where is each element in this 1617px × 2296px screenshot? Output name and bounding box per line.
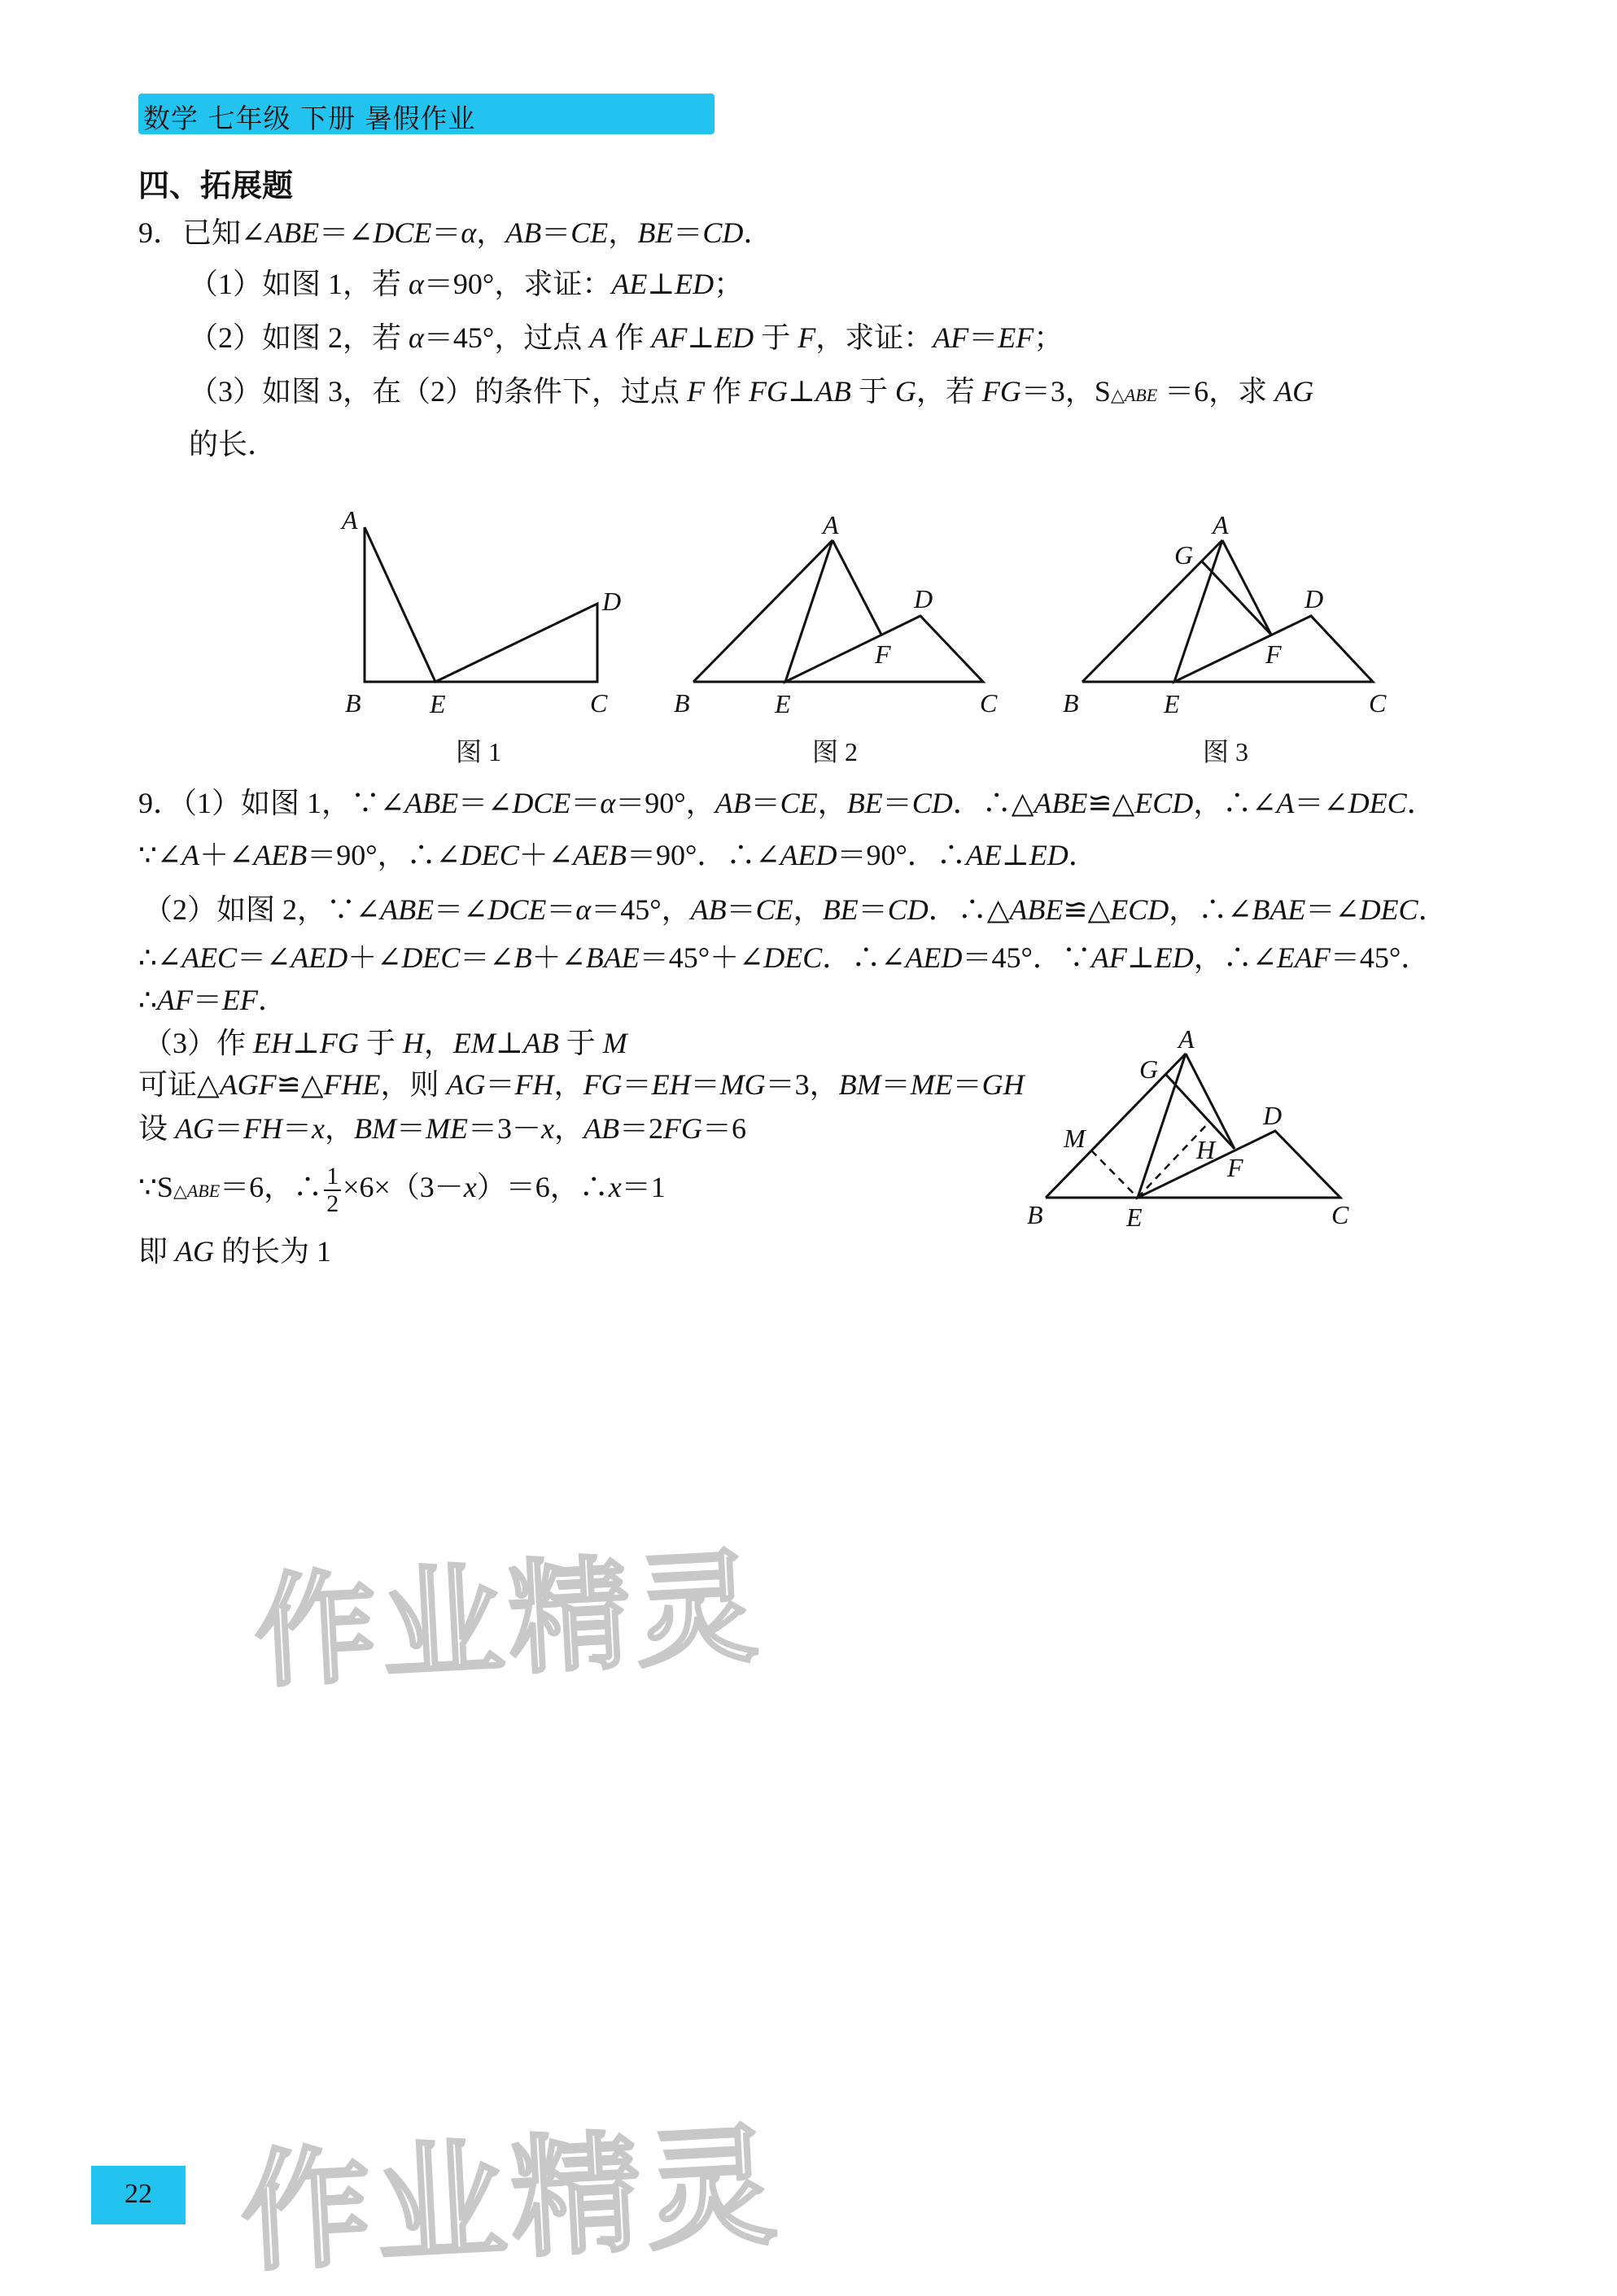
text-run: ＝3，S: [1020, 375, 1111, 408]
text-run: CE: [570, 216, 609, 249]
text-run: α: [575, 893, 592, 926]
text-run: CE: [755, 893, 793, 926]
text-run: ＝∠: [237, 941, 291, 974]
text-run: ≌△: [1063, 893, 1111, 926]
text-run: H: [402, 1027, 424, 1059]
text-run: ＝: [622, 1068, 652, 1101]
text-run: AF: [1090, 941, 1127, 974]
fig3-label-A: A: [1213, 510, 1229, 539]
text-run: ，: [423, 1027, 453, 1059]
text-run: AB: [583, 1112, 620, 1145]
sol-label-D: D: [1263, 1101, 1283, 1130]
text-run: EH: [253, 1027, 293, 1059]
text-run: DEC: [1348, 787, 1407, 819]
text-run: ∴∠: [138, 941, 182, 974]
text-run: FG: [749, 375, 789, 408]
text-run: DEC: [763, 941, 823, 974]
text-run: ECD: [1134, 787, 1194, 819]
text-run: （2）如图 2，若: [189, 321, 409, 354]
fig3-label-E: E: [1164, 689, 1180, 718]
text-run: ＝2: [619, 1112, 664, 1145]
fig2-label-E: E: [775, 689, 791, 718]
text-run: ，: [608, 216, 638, 249]
text-run: x: [541, 1112, 555, 1145]
problem-stem: [138, 216, 772, 251]
text-run: AGF: [219, 1068, 277, 1101]
text-run: ＝: [690, 1068, 720, 1101]
solution-line-5: [138, 983, 287, 1018]
text-run: ＋∠: [347, 941, 402, 974]
text-run: AEB: [572, 839, 627, 871]
text-run: EF: [221, 984, 258, 1016]
text-run: ．: [257, 984, 287, 1016]
text-run: 即: [138, 1235, 176, 1268]
text-run: ，求证：: [815, 321, 933, 354]
text-run: FHE: [323, 1068, 381, 1101]
text-run: ＝: [858, 893, 888, 926]
text-run: ；: [1034, 321, 1064, 354]
text-run: ，: [554, 1112, 584, 1145]
text-run: 设: [138, 1112, 176, 1145]
text-run: AG: [175, 1112, 215, 1145]
text-run: 已知∠: [182, 216, 266, 249]
text-run: ABE: [404, 787, 459, 819]
text-run: ≌△: [1087, 787, 1135, 819]
text-run: ＋∠: [518, 839, 573, 871]
text-run: ⊥: [1126, 941, 1155, 974]
text-run: AG: [1274, 375, 1314, 408]
text-run: ＝: [192, 984, 222, 1016]
text-run: ED: [675, 268, 715, 300]
text-run: A: [181, 839, 200, 871]
text-run: ECD: [1110, 893, 1169, 926]
solution-line-7: [138, 1067, 1025, 1102]
text-run: EAF: [1276, 941, 1331, 974]
text-run: ，: [817, 787, 847, 819]
text-run: ＋∠: [531, 941, 586, 974]
text-run: （3）如图 3，在（2）的条件下，过点: [189, 375, 688, 408]
question-2: [189, 321, 1063, 356]
text-run: FH: [514, 1068, 554, 1101]
text-run: AB: [690, 893, 727, 926]
solution-line-9-b: [343, 1171, 666, 1203]
fraction-denominator: 2: [326, 1189, 339, 1217]
text-run: ED: [715, 321, 754, 354]
text-run: BAE: [585, 941, 640, 974]
page-number: 22: [125, 2179, 152, 2209]
text-run: ＝6: [702, 1112, 747, 1145]
text-run: CD: [911, 787, 953, 819]
text-run: ⊥: [647, 268, 675, 300]
text-run: ED: [1029, 839, 1069, 871]
text-run: DEC: [1359, 893, 1418, 926]
solution-line-2: [138, 838, 1098, 873]
fig3-label-B: B: [1063, 688, 1079, 718]
sol-label-C: C: [1331, 1200, 1349, 1229]
text-run: FG: [583, 1068, 623, 1101]
text-run: BE: [822, 893, 859, 926]
text-run: ＝90°，∴∠: [307, 839, 461, 871]
text-run: CD: [887, 893, 929, 926]
text-run: 作: [607, 321, 652, 354]
text-run: ＝: [214, 1112, 244, 1145]
text-run: ＝90°，求证：: [423, 268, 612, 300]
text-run: x: [312, 1112, 326, 1145]
solution-line-10: [138, 1234, 331, 1269]
text-run: ⊥: [788, 375, 815, 408]
text-run: ．∴△: [952, 787, 1034, 819]
text-run: DEC: [460, 839, 519, 871]
question-3-continued: [189, 427, 277, 462]
text-run: ，: [476, 216, 506, 249]
watermark-middle: 作业精灵: [251, 1536, 766, 1705]
text-run: （3）作: [143, 1027, 254, 1059]
question-1: [189, 267, 743, 302]
text-run: A: [589, 321, 608, 354]
text-run: 于: [558, 1027, 603, 1059]
text-run: ）＝6，∴: [476, 1170, 609, 1203]
text-run: AG: [175, 1235, 215, 1268]
text-run: F: [687, 375, 706, 408]
text-run: ＝: [546, 893, 576, 926]
text-run: α: [600, 787, 616, 819]
text-run: ⊥: [1001, 839, 1029, 871]
fig3-label-F: F: [1265, 639, 1282, 669]
text-run: ＝6，∴: [220, 1170, 323, 1203]
text-run: ．: [743, 216, 773, 249]
text-run: （2）如图 2，∵∠: [143, 893, 381, 926]
figure-1-caption: 图 1: [456, 737, 502, 766]
text-run: ME: [910, 1068, 953, 1101]
sol-label-G: G: [1139, 1054, 1159, 1084]
problem-stem-text: [182, 216, 772, 249]
solution-line-6: [143, 1026, 627, 1061]
text-run: x: [608, 1170, 622, 1203]
text-run: △ABE: [173, 1180, 221, 1201]
text-run: B: [514, 941, 532, 974]
text-run: ⊥: [292, 1027, 320, 1059]
text-run: ×6×（3－: [343, 1170, 464, 1203]
text-run: ABE: [1034, 787, 1088, 819]
text-run: BE: [637, 216, 674, 249]
text-run: ＝3－: [468, 1112, 542, 1145]
text-run: ，则: [380, 1068, 447, 1101]
text-run: EM: [452, 1027, 496, 1059]
solution-line-8: [138, 1111, 746, 1146]
sol-label-F: F: [1227, 1153, 1243, 1182]
text-run: ＝∠: [458, 787, 513, 819]
text-run: ＝: [882, 787, 912, 819]
sol-label-A: A: [1178, 1024, 1195, 1054]
text-run: 于: [850, 375, 895, 408]
text-run: ＝: [881, 1068, 911, 1101]
text-run: ≌△: [276, 1068, 324, 1101]
fig1-label-E: E: [430, 689, 446, 718]
solution-line-9: [138, 1163, 666, 1216]
text-run: ∵S: [138, 1170, 173, 1203]
text-run: 于: [754, 321, 798, 354]
text-run: BM: [838, 1068, 881, 1101]
text-run: ＝: [282, 1112, 312, 1145]
text-run: GH: [981, 1068, 1025, 1101]
text-run: ，∴∠: [1169, 893, 1252, 926]
text-run: ＝90°．∴: [837, 839, 966, 871]
text-run: α: [409, 321, 424, 354]
text-run: ＝: [673, 216, 703, 249]
text-run: FG: [663, 1112, 703, 1145]
text-run: ＝45°．: [1330, 941, 1431, 974]
text-run: AG: [446, 1068, 486, 1101]
text-run: ．: [1406, 787, 1436, 819]
figure-1: [365, 527, 597, 682]
text-run: ＝: [541, 216, 571, 249]
text-run: DCE: [487, 893, 547, 926]
text-run: MG: [719, 1068, 766, 1101]
text-run: △ABE: [1110, 385, 1158, 405]
text-run: ＝: [952, 1068, 982, 1101]
sol-label-E: E: [1126, 1203, 1143, 1232]
text-run: ，∴∠: [1193, 787, 1277, 819]
text-run: BE: [846, 787, 883, 819]
text-run: M: [602, 1027, 627, 1059]
text-run: DCE: [512, 787, 571, 819]
text-run: ＝: [750, 787, 780, 819]
text-run: AEC: [181, 941, 238, 974]
header-title: 数学 七年级 下册 暑假作业: [143, 103, 476, 134]
page-number-box: [91, 2166, 186, 2224]
text-run: AB: [505, 216, 542, 249]
text-run: ，若: [916, 375, 982, 408]
text-run: ＝6，求: [1157, 375, 1275, 408]
text-run: ABE: [1009, 893, 1064, 926]
text-run: ＝∠: [319, 216, 374, 249]
text-run: ，∴∠: [1193, 941, 1277, 974]
text-run: ．∴△: [928, 893, 1010, 926]
text-run: ＝: [968, 321, 999, 354]
fig2-label-A: A: [823, 510, 839, 539]
text-run: ＝90°，: [615, 787, 715, 819]
fig1-label-A: A: [342, 505, 358, 535]
text-run: EF: [998, 321, 1034, 354]
text-run: ＝: [431, 216, 461, 249]
text-run: ，: [325, 1112, 355, 1145]
fraction-one-half: [324, 1163, 341, 1216]
header-bar: [138, 94, 715, 134]
text-run: ∴: [138, 984, 157, 1016]
text-run: 9．（1）如图 1，∵∠: [138, 787, 405, 819]
figures-row: [0, 488, 1617, 781]
text-run: AB: [522, 1027, 559, 1059]
sol-label-H: H: [1196, 1135, 1216, 1164]
text-run: ＝∠: [434, 893, 488, 926]
watermark-bottom: 作业精灵: [237, 2109, 785, 2290]
text-run: （1）如图 1，若: [189, 268, 409, 300]
text-run: ．: [1068, 839, 1098, 871]
text-run: AF: [933, 321, 969, 354]
text-run: ⊥: [687, 321, 715, 354]
problem-number: 9．: [138, 216, 183, 249]
text-run: CE: [780, 787, 818, 819]
text-run: ME: [426, 1112, 469, 1145]
text-run: ＝∠: [460, 941, 514, 974]
text-run: FH: [243, 1112, 283, 1145]
text-run: AE: [965, 839, 1002, 871]
text-run: DCE: [373, 216, 432, 249]
solution-line-3: [143, 893, 1448, 928]
text-run: AB: [815, 375, 851, 408]
sol-label-M: M: [1064, 1124, 1086, 1153]
text-run: ∵∠: [138, 839, 182, 871]
text-run: 的长．: [189, 428, 278, 461]
text-run: ＝45°＋∠: [639, 941, 764, 974]
solution-line-9-a: [138, 1171, 322, 1203]
solution-figure: [1017, 1017, 1375, 1237]
text-run: EH: [651, 1068, 691, 1101]
text-run: ABE: [380, 893, 435, 926]
text-run: F: [798, 321, 816, 354]
text-run: AE: [611, 268, 648, 300]
text-run: x: [463, 1170, 477, 1203]
text-run: ．: [1418, 893, 1448, 926]
question-3: [189, 374, 1313, 409]
section-title: 四、拓展题: [138, 168, 294, 203]
solution-line-1: [138, 786, 1436, 821]
text-run: 作: [705, 375, 750, 408]
text-run: DEC: [401, 941, 461, 974]
text-run: ＝1: [621, 1170, 666, 1203]
text-run: FG: [981, 375, 1021, 408]
text-run: ED: [1154, 941, 1194, 974]
text-run: ⊥: [495, 1027, 523, 1059]
text-run: ＝3，: [765, 1068, 839, 1101]
figure-3: [1082, 540, 1373, 682]
text-run: ＝∠: [1305, 893, 1360, 926]
text-run: ，: [793, 893, 823, 926]
text-run: AED: [905, 941, 963, 974]
text-run: 于: [358, 1027, 403, 1059]
text-run: 的长为 1: [214, 1235, 332, 1268]
text-run: AED: [291, 941, 348, 974]
text-run: ABE: [265, 216, 320, 249]
figure-2-caption: 图 2: [812, 737, 859, 766]
text-run: ，: [553, 1068, 583, 1101]
text-run: ＝45°．∵: [962, 941, 1091, 974]
figure-3-caption: 图 3: [1203, 737, 1249, 766]
fig2-label-D: D: [914, 584, 933, 613]
text-run: ＝: [396, 1112, 426, 1145]
text-run: ＋∠: [199, 839, 254, 871]
text-run: ＝∠: [1294, 787, 1348, 819]
fig1-label-C: C: [590, 688, 608, 718]
fraction-numerator: 1: [324, 1163, 341, 1191]
fig3-label-G: G: [1174, 540, 1194, 570]
text-run: ＝: [570, 787, 601, 819]
text-run: BAE: [1252, 893, 1306, 926]
solution-line-4: [138, 941, 1430, 976]
text-run: G: [894, 375, 916, 408]
text-run: CD: [702, 216, 744, 249]
text-run: BM: [354, 1112, 397, 1145]
text-run: AED: [780, 839, 837, 871]
text-run: 可证△: [138, 1068, 220, 1101]
text-run: ；: [714, 268, 744, 300]
fig3-label-D: D: [1305, 584, 1324, 613]
text-run: AEB: [253, 839, 308, 871]
figure-2: [693, 540, 983, 682]
text-run: ．∴∠: [822, 941, 906, 974]
fig2-label-C: C: [980, 688, 998, 718]
fig1-label-D: D: [602, 587, 622, 616]
fig3-label-C: C: [1369, 688, 1387, 718]
fig1-label-B: B: [345, 688, 361, 718]
text-run: α: [409, 268, 424, 300]
sol-label-B: B: [1027, 1200, 1043, 1229]
fig2-label-B: B: [674, 688, 690, 718]
text-run: ＝90°．∴∠: [626, 839, 780, 871]
text-run: AF: [156, 984, 193, 1016]
text-run: A: [1276, 787, 1295, 819]
fig2-label-F: F: [875, 639, 891, 669]
text-run: FG: [319, 1027, 359, 1059]
text-run: AF: [651, 321, 688, 354]
text-run: ＝45°，: [591, 893, 691, 926]
text-run: α: [461, 216, 477, 249]
text-run: ＝45°，过点: [423, 321, 590, 354]
text-run: ＝: [726, 893, 756, 926]
text-run: AB: [715, 787, 751, 819]
text-run: ＝: [485, 1068, 515, 1101]
